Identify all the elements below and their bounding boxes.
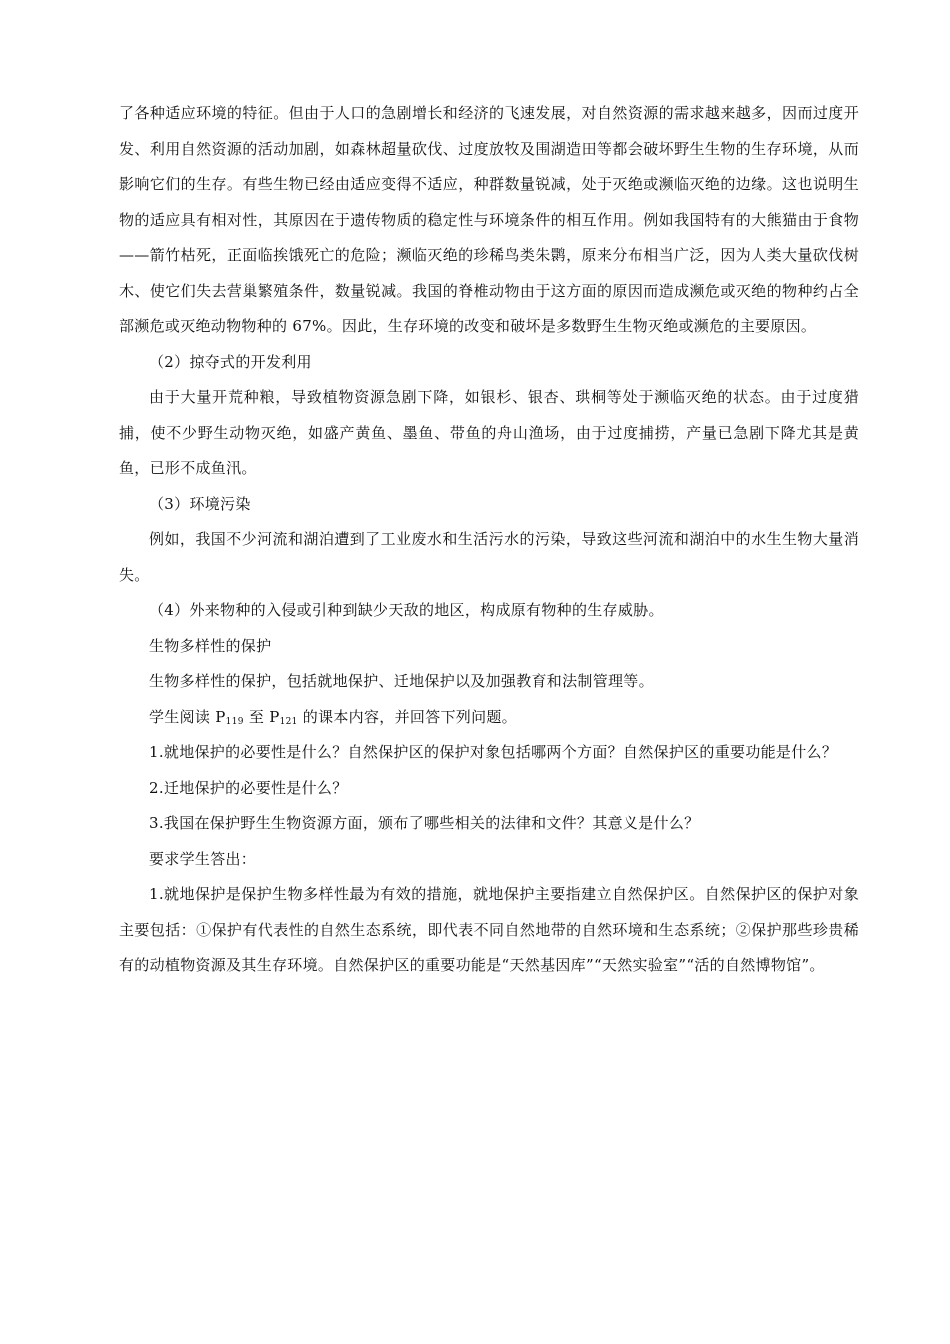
paragraph-overexploitation: 由于大量开荒种粮，导致植物资源急剧下降，如银杉、银杏、珙桐等处于濒临灭绝的状态。由于过度猎捕，使不少野生动物灭绝，如盛产黄鱼、墨鱼、带鱼的舟山渔场，由于过度捕捞，产量已急剧下降尤其是黄鱼，已形不成鱼汛。: [119, 388, 859, 477]
question-2: 2.迁地保护的必要性是什么？: [149, 778, 348, 797]
document-body: [119, 96, 859, 984]
heading-biodiversity-protection: 生物多样性的保护: [149, 636, 272, 655]
question-1: 1.就地保护的必要性是什么？自然保护区的保护对象包括哪两个方面？自然保护区的重要功能是什么？: [149, 743, 838, 761]
paragraph-habitat-loss: 了各种适应环境的特征。但由于人口的急剧增长和经济的飞速发展，对自然资源的需求越来越多，因而过度开发、利用自然资源的活动加剧，如森林超量砍伐、过度放牧及围湖造田等都会破坏野生生物的生存环境，从而影响它们的生存。有些生物已经由适应变得不适应，种群数量锐减，处于灭绝或濒临灭绝的边缘。这也说明生物的适应具有相对性，其原因在于遗传物质的稳定性与环境条件的相互作用。例如我国特有的大熊猫由于食物——箭竹枯死，正面临挨饿死亡的危险；濒临灭绝的珍稀鸟类朱鹮，原来分布相当广泛，因为人类大量砍伐树木、使它们失去营巢繁殖条件，数量锐减。我国的脊椎动物由于这方面的原因而造成濒危或灭绝的物种约占全部濒危或灭绝动物物种的 67%。因此，生存环境的改变和破坏是多数野生生物灭绝或濒危的主要原因。: [119, 104, 859, 335]
heading-pollution: （3）环境污染: [149, 494, 251, 513]
reading-prefix: 学生阅读 P: [149, 707, 226, 726]
paragraph-pollution: 例如，我国不少河流和湖泊遭到了工业废水和生活污水的污染，导致这些河流和湖泊中的水生生物大量消失。: [119, 530, 859, 584]
reading-end-page: 121: [279, 716, 298, 727]
reading-suffix: 的课本内容，并回答下列问题。: [297, 707, 517, 726]
answer-heading: 要求学生答出：: [149, 849, 257, 868]
paragraph-protection-methods: 生物多样性的保护，包括就地保护、迁地保护以及加强教育和法制管理等。: [149, 672, 654, 690]
heading-overexploitation: （2）掠夺式的开发利用: [149, 352, 312, 371]
answer-1: 1.就地保护是保护生物多样性最为有效的措施，就地保护主要指建立自然保护区。自然保护区的保护对象主要包括：①保护有代表性的自然生态系统，即代表不同自然地带的自然环境和生态系统；②保护那些珍贵稀有的动植物资源及其生存环境。自然保护区的重要功能是“天然基因库”“天然实验室”“活的自然博物馆”。: [119, 885, 859, 974]
paragraph-invasive-species: （4）外来物种的入侵或引种到缺少天敌的地区，构成原有物种的生存威胁。: [149, 601, 664, 619]
reading-instruction: [119, 700, 859, 736]
reading-start-page: 119: [225, 716, 244, 727]
question-3: 3.我国在保护野生生物资源方面，颁布了哪些相关的法律和文件？其意义是什么？: [149, 814, 700, 832]
reading-middle: 至 P: [243, 707, 280, 726]
